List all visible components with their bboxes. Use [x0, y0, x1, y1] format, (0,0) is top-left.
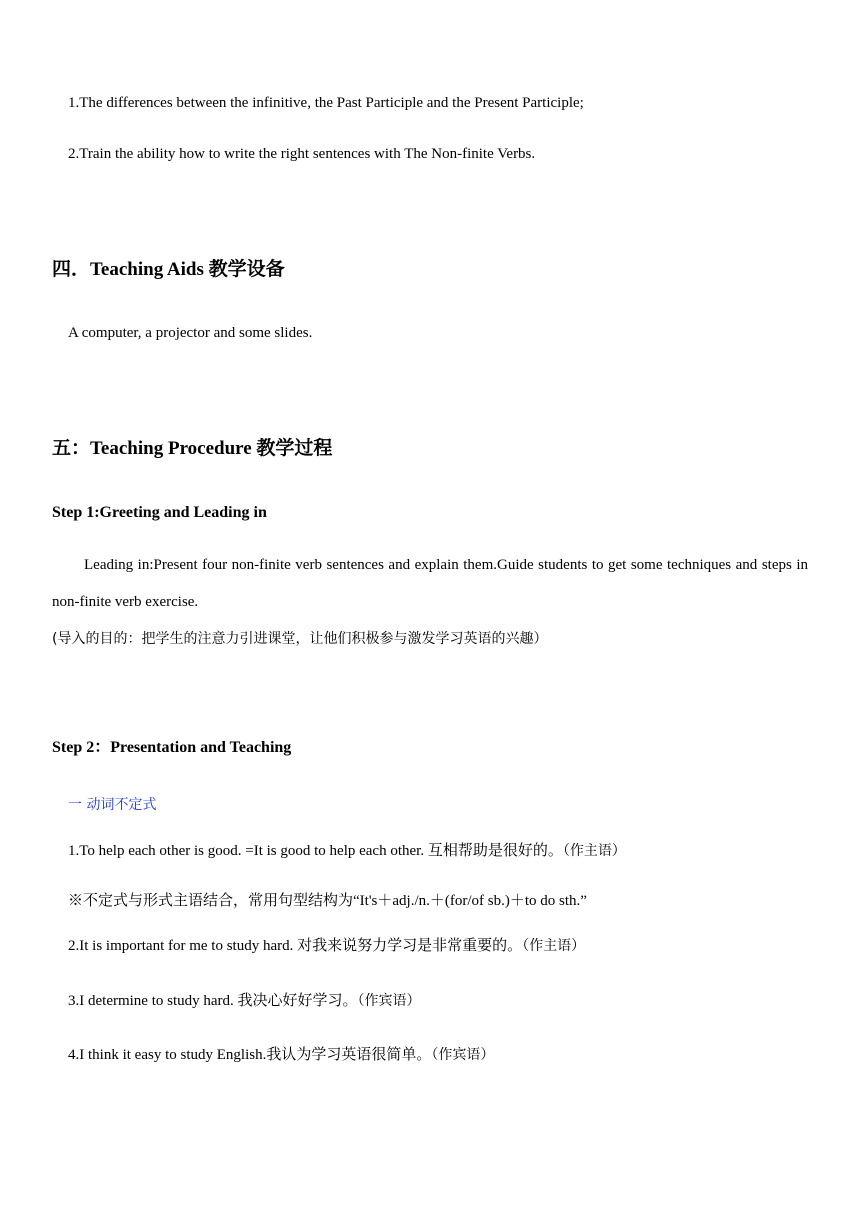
step-1-title: Step 1:Greeting and Leading in	[52, 504, 267, 521]
section-4-heading: 四．Teaching Aids 教学设备	[52, 259, 285, 280]
step-2-title: Step 2：Presentation and Teaching	[52, 739, 292, 756]
section-5-heading: 五：Teaching Procedure 教学过程	[52, 438, 333, 459]
example-4-role: （作宾语）	[431, 1047, 495, 1063]
step-1-purpose: (导入的目的：把学生的注意力引进课堂，让他们积极参与激发学习英语的兴趣）	[52, 631, 548, 647]
teaching-aids-text: A computer, a projector and some slides.	[68, 325, 313, 341]
infinitive-subheading: 一 动词不定式	[68, 797, 157, 813]
example-2-text: 2.It is important for me to study hard. 对我来说努力学习是非常重要的。	[68, 938, 523, 954]
objective-item-2: 2.Train the ability how to write the right sentences with The Non-finite Verbs.	[68, 146, 536, 162]
example-4	[68, 1046, 494, 1064]
example-2-role: （作主语）	[522, 938, 586, 954]
objective-item-1: 1.The differences between the infinitive, the Past Participle and the Present Participle;	[68, 95, 584, 111]
example-4-text: 4.I think it easy to study English.我认为学习英语很简单。	[68, 1047, 432, 1063]
example-2	[68, 937, 585, 955]
infinitive-note: ※不定式与形式主语结合，常用句型结构为“It's＋adj./n.＋(for/of sb.)＋to do sth.”	[68, 893, 587, 909]
example-1-role: （作主语）	[562, 843, 626, 859]
example-3	[68, 992, 421, 1010]
example-1	[68, 842, 626, 860]
step-1-paragraph: Leading in:Present four non-finite verb sentences and explain them.Guide students to get some techniques and steps in non-finite verb exercise.	[52, 557, 808, 610]
example-3-role: （作宾语）	[357, 993, 421, 1009]
example-3-text: 3.I determine to study hard. 我决心好好学习。	[68, 993, 358, 1009]
example-1-text: 1.To help each other is good. =It is good to help each other. 互相帮助是很好的。	[68, 843, 563, 859]
